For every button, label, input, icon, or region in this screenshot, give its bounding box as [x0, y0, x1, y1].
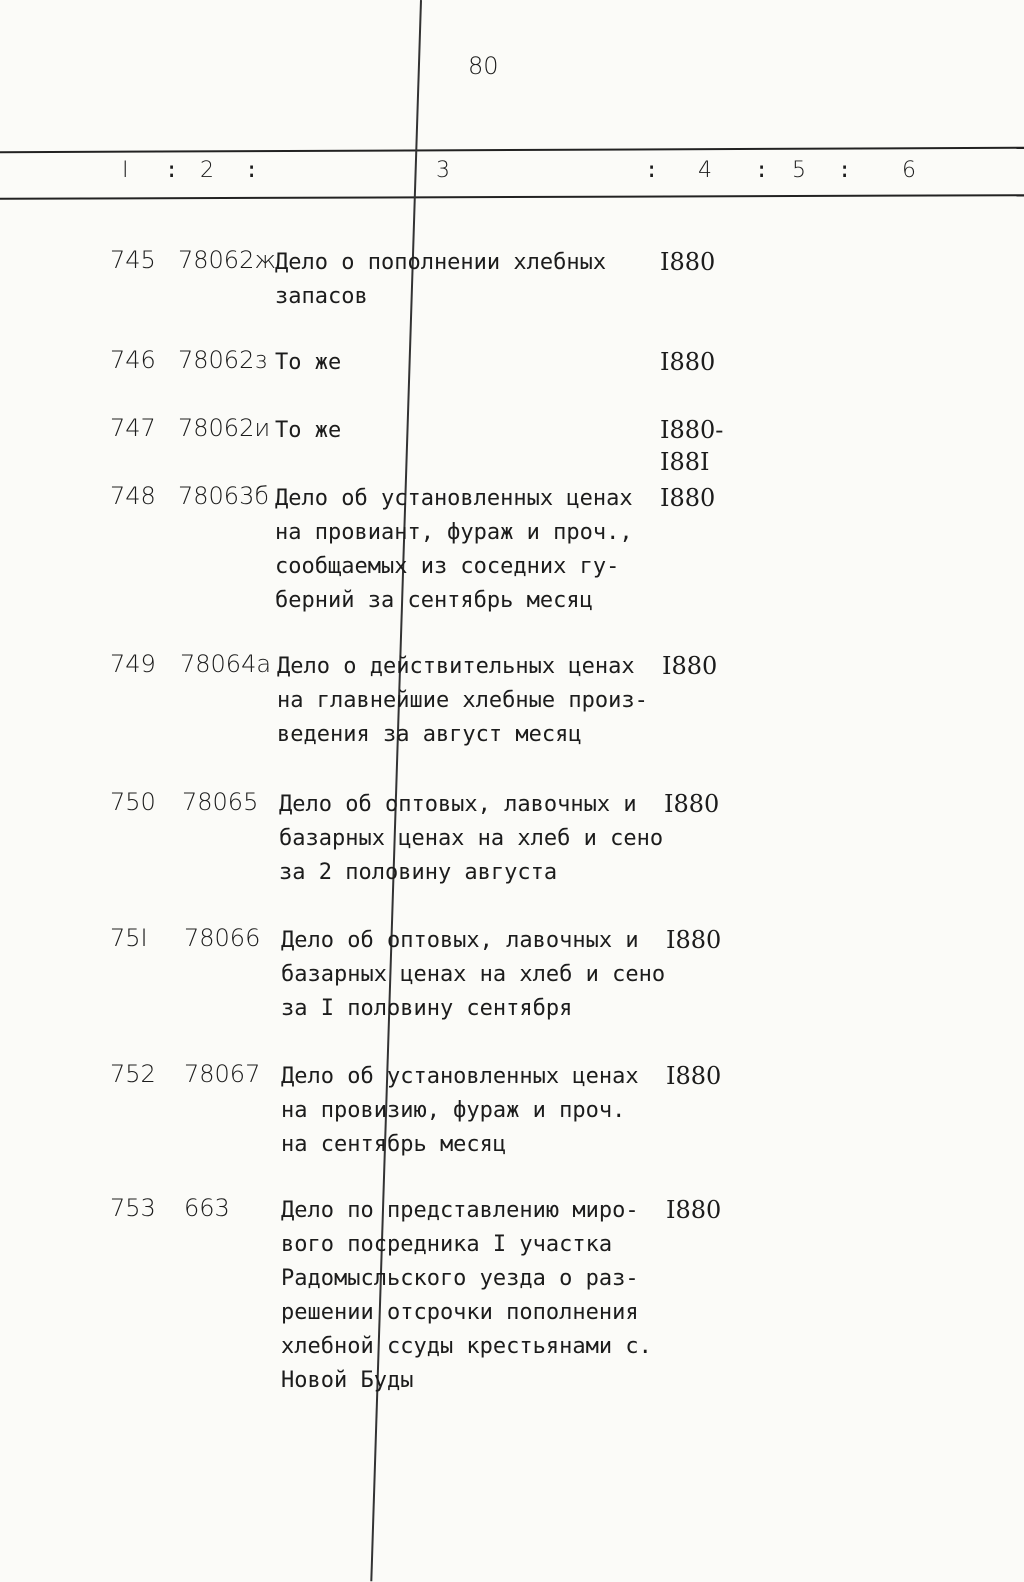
entry-title-line: То же	[275, 418, 342, 443]
entry-year	[660, 346, 715, 378]
entry-title-line: на провизию, фураж и проч.	[281, 1098, 626, 1123]
entry-number: 745	[110, 246, 156, 274]
entry-title	[275, 246, 675, 314]
entry-year-line: I88I	[660, 448, 710, 476]
entry-title-line: Дело об установленных ценах	[275, 486, 633, 511]
entry-title-line: решении отсрочки пополнения	[281, 1300, 639, 1325]
entry-title-line: Дело об оптовых, лавочных и	[281, 928, 639, 953]
column-header-6: 6	[902, 158, 916, 183]
entry-title	[279, 788, 679, 890]
entry-year	[660, 246, 715, 278]
entry-title	[281, 924, 681, 1026]
entry-year	[664, 788, 719, 820]
entry-year-line: I880	[660, 348, 716, 376]
entry-title-line: сообщаемых из соседних гу-	[275, 554, 620, 579]
entry-number: 753	[110, 1194, 156, 1222]
entry-code: 78065	[182, 788, 259, 816]
entry-code: 663	[184, 1194, 230, 1222]
entry-code: 78062з	[178, 346, 268, 374]
entry-title	[281, 1060, 681, 1162]
entry-number: 75I	[110, 924, 148, 952]
entry-year-line: I880	[660, 248, 716, 276]
entry-title-line: Радомысльского уезда о раз-	[281, 1266, 639, 1291]
entry-title-line: Дело о пополнении хлебных	[275, 250, 607, 275]
entry-code: 78063б	[178, 482, 270, 510]
entry-number: 749	[110, 650, 156, 678]
column-separator: :	[165, 158, 179, 183]
entry-title-line: То же	[275, 350, 342, 375]
entry-number: 752	[110, 1060, 156, 1088]
column-header-1: I	[122, 158, 129, 183]
entry-title	[275, 346, 675, 380]
entry-title-line: за 2 половину августа	[279, 860, 558, 885]
column-separator: :	[645, 158, 659, 183]
entry-code: 78066	[184, 924, 261, 952]
entry-title-line: Новой Буды	[281, 1368, 414, 1393]
entry-code: 78062ж	[178, 246, 277, 274]
entry-year-line: I880	[660, 484, 716, 512]
column-header-2: 2	[200, 158, 214, 183]
column-separator: :	[755, 158, 769, 183]
column-separator: :	[838, 158, 852, 183]
entry-title-line: хлебной ссуды крестьянами с.	[281, 1334, 652, 1359]
column-header-4: 4	[698, 158, 712, 183]
column-header-3: 3	[436, 158, 450, 183]
entry-year-line: I880-	[660, 416, 724, 444]
entry-title-line: ведения за август месяц	[277, 722, 582, 747]
column-header-5: 5	[792, 158, 806, 183]
entry-year	[660, 482, 715, 514]
entry-number: 747	[110, 414, 156, 442]
entry-title-line: вого посредника I участка	[281, 1232, 613, 1257]
entry-title	[275, 414, 675, 448]
entry-code: 78062и	[178, 414, 271, 442]
entry-title-line: базарных ценах на хлеб и сено	[279, 826, 664, 851]
entry-title-line: Дело по представлению миро-	[281, 1198, 639, 1223]
entry-title-line: Дело об оптовых, лавочных и	[279, 792, 637, 817]
entry-year-line: I880	[664, 790, 720, 818]
entry-year	[660, 414, 723, 478]
entry-title	[275, 482, 675, 618]
entry-year	[666, 1194, 721, 1226]
entry-title-line: базарных ценах на хлеб и сено	[281, 962, 666, 987]
entry-year	[666, 1060, 721, 1092]
entry-title-line: на главнейшие хлебные произ-	[277, 688, 648, 713]
entry-number: 748	[110, 482, 156, 510]
entry-year-line: I880	[662, 652, 718, 680]
entry-code: 78067	[184, 1060, 261, 1088]
entry-year-line: I880	[666, 1196, 722, 1224]
header-top-rule	[0, 147, 1024, 153]
entry-title-line: на сентябрь месяц	[281, 1132, 507, 1157]
entry-code: 78064а	[180, 650, 272, 678]
page-number: 80	[468, 52, 499, 80]
entry-year-line: I880	[666, 926, 722, 954]
entry-title	[277, 650, 677, 752]
column-separator: :	[245, 158, 259, 183]
entry-title	[281, 1194, 681, 1398]
entry-title-line: берний за сентябрь месяц	[275, 588, 593, 613]
entry-title-line: Дело об установленных ценах	[281, 1064, 639, 1089]
entry-number: 746	[110, 346, 156, 374]
entry-year-line: I880	[666, 1062, 722, 1090]
entry-title-line: на провиант, фураж и проч.,	[275, 520, 633, 545]
entry-title-line: Дело о действительных ценах	[277, 654, 635, 679]
header-bottom-rule	[0, 194, 1024, 200]
entry-number: 750	[110, 788, 156, 816]
entry-year	[666, 924, 721, 956]
entry-title-line: за I половину сентября	[281, 996, 573, 1021]
entry-title-line: запасов	[275, 284, 368, 309]
entry-year	[662, 650, 717, 682]
